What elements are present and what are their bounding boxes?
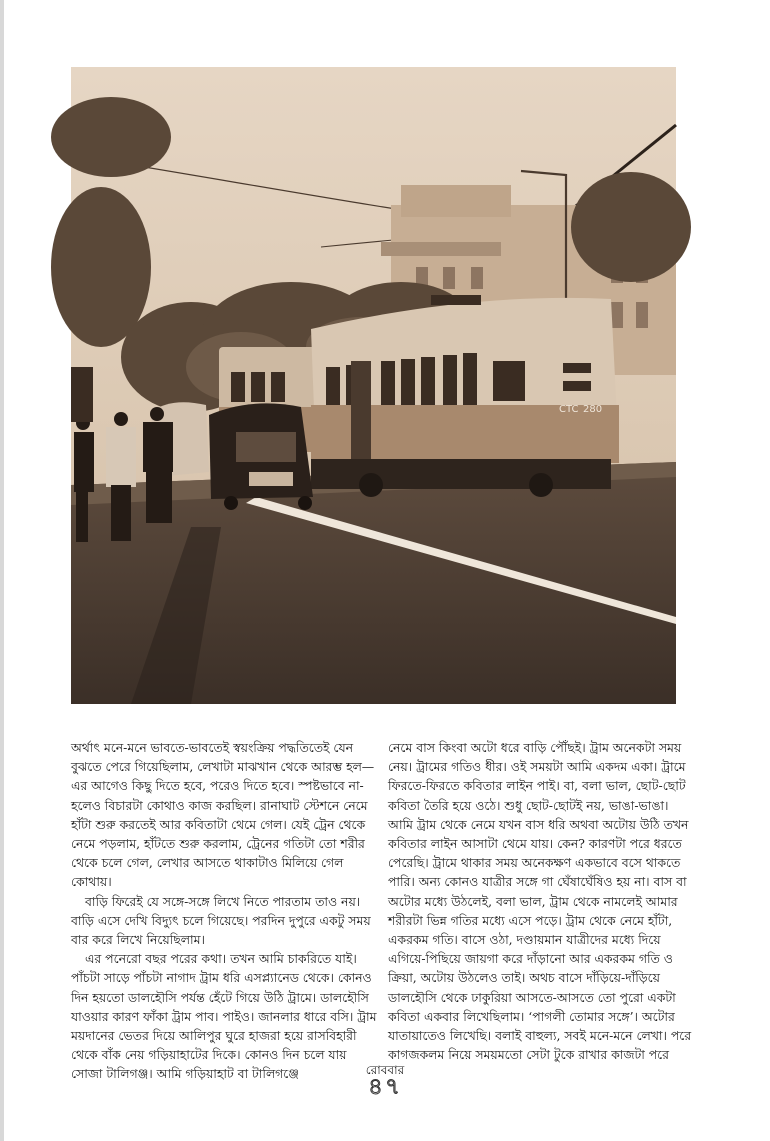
tram-route-plate: CTC — [559, 404, 579, 415]
page-edge — [0, 0, 4, 1141]
article-paragraph: অর্থাৎ মনে-মনে ভাবতে-ভাবতেই স্বয়ংক্রিয় পদ্ধতিতেই যেন বুঝতে পেরে গিয়েছিলাম, লেখাটা মাঝখান থেকে আরম্ভ হল—এর আগেও কিছু দিতে হবে, পরেও দিতে হবে। স্পষ্টভাবে না-হলেও বিচারটা কোথাও কাজ করছিল। রানাঘাট স্টেশনে নেমে হাঁটা শুরু করতেই আর কবিতাটা থেমে গেল। যেই ট্রেন থেকে নেমে পড়লাম, হাঁটতে শুরু করলাম, ট্রেনের গতিটা তো শরীর থেকে চলে গেল, লেখার আসতে থাকাটাও মিলিয়ে গেল কোথায়। — [71, 740, 375, 890]
article-paragraph: নেমে বাস কিংবা অটো ধরে বাড়ি পৌঁছই। ট্রাম অনেকটা সময় নেয়। ট্রামের গতিও ধীর। ওই সময়টা আমি একদম একা। ট্রামে ফিরতে-ফিরতে কবিতার লাইন পাই। বা, বলা ভাল, ছোট-ছোট কবিতা তৈরি হয়ে ওঠে। শুধু ছোট-ছোটই নয়, ভাঙা-ভাঙা। আমি ট্রাম থেকে নেমে যখন বাস ধরি অথবা অটোয় উঠি তখন কবিতার লাইন আসাটা থেমে যায়। কেন? কারণটা পরে ধরতে পেরেছি। ট্রামে থাকার সময় অনেকক্ষণ একভাবে বসে থাকতে পারি। অন্য কোনও যাত্রীর সঙ্গে গা ঘেঁষাঘেঁষিও হয় না। বাস বা অটোর মধ্যে উঠলেই, বলা ভাল, ট্রাম থেকে নামলেই আমার শরীরটা ভিন্ন গতির মধ্যে এসে পড়ে। ট্রাম থেকে নেমে হাঁটা, একরকম গতি। বাসে ওঠা, দণ্ডায়মান যাত্রীদের মধ্যে দিয়ে এগিয়ে-পিছিয়ে জায়গা করে দাঁড়ানো আর একরকম গতি ও ক্রিয়া, অটোয় উঠলেও তাই। অথচ বাসে দাঁড়িয়ে-দাঁড়িয়ে ডালহৌসি থেকে ঢাকুরিয়া আসতে-আসতে তো পুরো একটা কবিতা একবার লিখেছিলাম। ‘পাগলী তোমার সঙ্গে’। অটোর যাতায়াতেও লিখেছি। বলাই বাহুল্য, সবই মনে-মনে লেখা। পরে কাগজকলম নিয়ে সময়মতো সেটা টুকে রাখার কাজটা পরে — [388, 740, 692, 1063]
page-number: ৪৭ — [368, 1074, 402, 1100]
article-paragraph: বাড়ি ফিরেই যে সঙ্গে-সঙ্গে লিখে নিতে পারতাম তাও নয়। বাড়ি এসে দেখি বিদ্যুৎ চলে গিয়েছে। পরদিন দুপুরে একটু সময় বার করে লিখে নিয়েছিলাম। — [71, 893, 371, 948]
tram-photograph — [71, 67, 676, 704]
tram-fleet-number: 280 — [583, 404, 603, 415]
magazine-name: রোববার — [365, 1063, 405, 1077]
article-paragraph: এর পনেরো বছর পরের কথা। তখন আমি চাকরিতে যাই। পাঁচটা সাড়ে পাঁচটা নাগাদ ট্রাম ধরি এসপ্ল্যানেড থেকে। কোনও দিন হয়তো ডালহৌসি পর্যন্ত হেঁটে গিয়ে উঠি ট্রামে। ডালহৌসি যাওয়ার কারণ ফাঁকা ট্রাম পাব। পাইও। জানলার ধারে বসি। ট্রাম ময়দানের ভেতর দিয়ে আলিপুর ঘুরে হাজরা হয়ে রাসবিহারী থেকে বাঁক নেয় গড়িয়াহাটের দিকে। কোনও দিন চলে যায় সোজা টালিগঞ্জ। আমি গড়িয়াহাট বা টালিগঞ্জে — [71, 951, 377, 1082]
text-column-left — [71, 738, 377, 1082]
text-column-right — [388, 738, 694, 1063]
